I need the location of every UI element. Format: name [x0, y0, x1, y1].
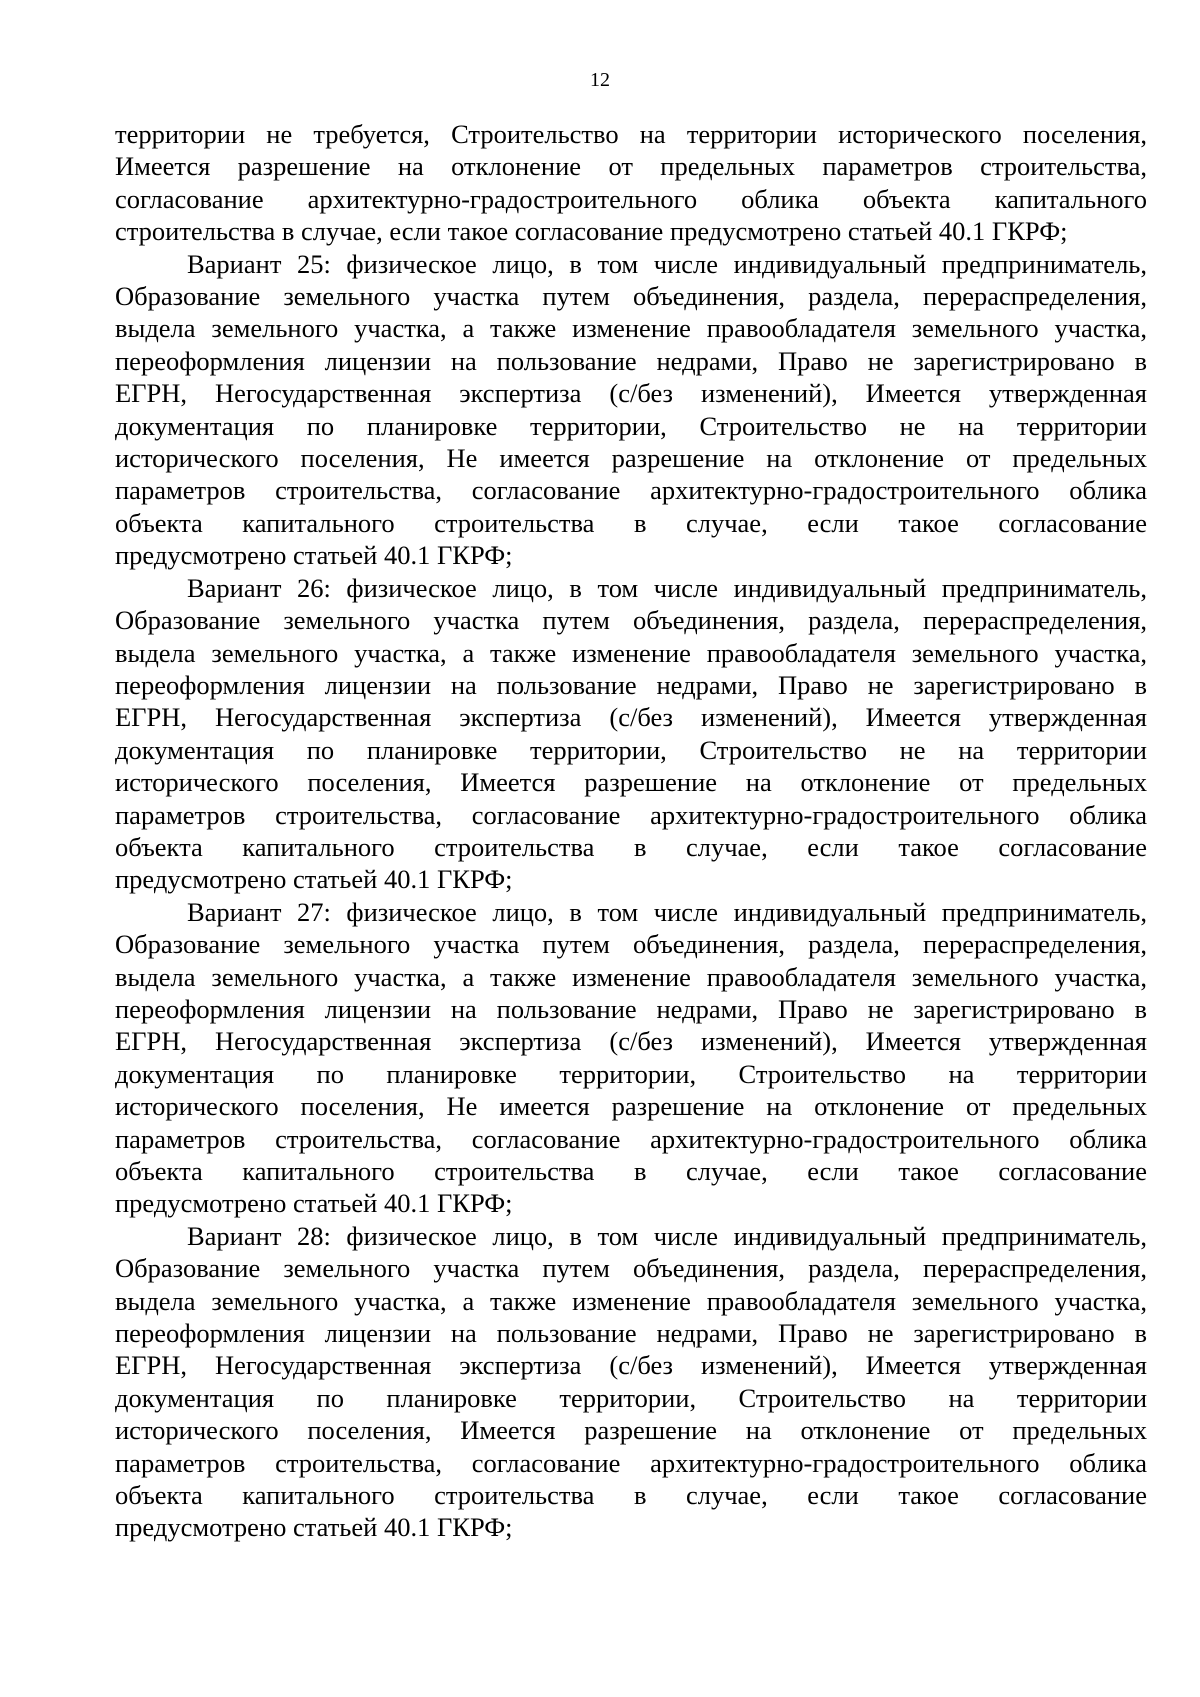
text-line: ЕГРН, Негосударственная экспертиза (с/без изменений), Имеется утвержденная: [115, 378, 1147, 409]
text-line: параметров строительства, согласование архитектурно-градостроительного облика: [115, 1123, 1147, 1154]
text-line: выдела земельного участка, а также изменение правообладателя земельного участка,: [115, 637, 1147, 668]
text-line: Образование земельного участка путем объединения, раздела, перераспределения,: [115, 281, 1147, 312]
text-line: объекта капитального строительства в случае, если такое согласование: [115, 507, 1147, 538]
text-line: переоформления лицензии на пользование недрами, Право не зарегистрировано в: [115, 345, 1147, 376]
text-line: переоформления лицензии на пользование недрами, Право не зарегистрировано в: [115, 1318, 1147, 1349]
text-line: документация по планировке территории, Строительство на территории: [115, 1382, 1147, 1413]
text-line: предусмотрено статьей 40.1 ГКРФ;: [115, 864, 513, 895]
text-line: предусмотрено статьей 40.1 ГКРФ;: [115, 1188, 513, 1219]
text-line: Вариант 28: физическое лицо, в том числе индивидуальный предприниматель,: [187, 1220, 1147, 1251]
text-line: параметров строительства, согласование архитектурно-градостроительного облика: [115, 1447, 1147, 1478]
text-line: предусмотрено статьей 40.1 ГКРФ;: [115, 540, 513, 571]
text-line: выдела земельного участка, а также изменение правообладателя земельного участка,: [115, 961, 1147, 992]
text-line: объекта капитального строительства в случае, если такое согласование: [115, 1480, 1147, 1511]
text-line: документация по планировке территории, Строительство на территории: [115, 1058, 1147, 1089]
text-line: строительства в случае, если такое согласование предусмотрено статьей 40.1 ГКРФ;: [115, 216, 1068, 247]
text-line: Образование земельного участка путем объединения, раздела, перераспределения,: [115, 605, 1147, 636]
text-line: Имеется разрешение на отклонение от предельных параметров строительства,: [115, 151, 1147, 182]
text-line: параметров строительства, согласование архитектурно-градостроительного облика: [115, 475, 1147, 506]
paragraph: [115, 118, 1147, 248]
text-line: ЕГРН, Негосударственная экспертиза (с/без изменений), Имеется утвержденная: [115, 1350, 1147, 1381]
text-line: ЕГРН, Негосударственная экспертиза (с/без изменений), Имеется утвержденная: [115, 1026, 1147, 1057]
text-line: Вариант 25: физическое лицо, в том числе индивидуальный предприниматель,: [187, 248, 1147, 279]
text-line: объекта капитального строительства в случае, если такое согласование: [115, 831, 1147, 862]
text-line: исторического поселения, Имеется разрешение на отклонение от предельных: [115, 767, 1147, 798]
text-line: исторического поселения, Имеется разрешение на отклонение от предельных: [115, 1415, 1147, 1446]
text-line: переоформления лицензии на пользование недрами, Право не зарегистрировано в: [115, 669, 1147, 700]
page-number: 12: [590, 69, 610, 91]
text-line: согласование архитектурно-градостроительного облика объекта капитального: [115, 183, 1147, 214]
text-line: объекта капитального строительства в случае, если такое согласование: [115, 1156, 1147, 1186]
text-line: документация по планировке территории, Строительство не на территории: [115, 410, 1147, 441]
paragraph: [115, 248, 1147, 572]
text-line: ЕГРН, Негосударственная экспертиза (с/без изменений), Имеется утвержденная: [115, 702, 1147, 733]
paragraph: [115, 1220, 1147, 1544]
text-line: параметров строительства, согласование архитектурно-градостроительного облика: [115, 799, 1147, 830]
paragraph: [115, 896, 1147, 1220]
paragraph: [115, 572, 1147, 896]
text-line: документация по планировке территории, Строительство не на территории: [115, 734, 1147, 765]
text-line: исторического поселения, Не имеется разрешение на отклонение от предельных: [115, 443, 1147, 474]
text-line: предусмотрено статьей 40.1 ГКРФ;: [115, 1512, 513, 1543]
text-line: переоформления лицензии на пользование недрами, Право не зарегистрировано в: [115, 993, 1147, 1024]
document-body: [115, 118, 1147, 1544]
text-line: выдела земельного участка, а также изменение правообладателя земельного участка,: [115, 313, 1147, 344]
text-line: Образование земельного участка путем объединения, раздела, перераспределения,: [115, 1253, 1147, 1284]
text-line: Вариант 26: физическое лицо, в том числе индивидуальный предприниматель,: [187, 572, 1147, 603]
text-line: выдела земельного участка, а также изменение правообладателя земельного участка,: [115, 1285, 1147, 1316]
text-line: исторического поселения, Не имеется разрешение на отклонение от предельных: [115, 1091, 1147, 1122]
text-line: Вариант 27: физическое лицо, в том числе индивидуальный предприниматель,: [187, 896, 1147, 927]
text-line: Образование земельного участка путем объединения, раздела, перераспределения,: [115, 929, 1147, 960]
text-line: территории не требуется, Строительство на территории исторического поселения,: [115, 119, 1147, 149]
